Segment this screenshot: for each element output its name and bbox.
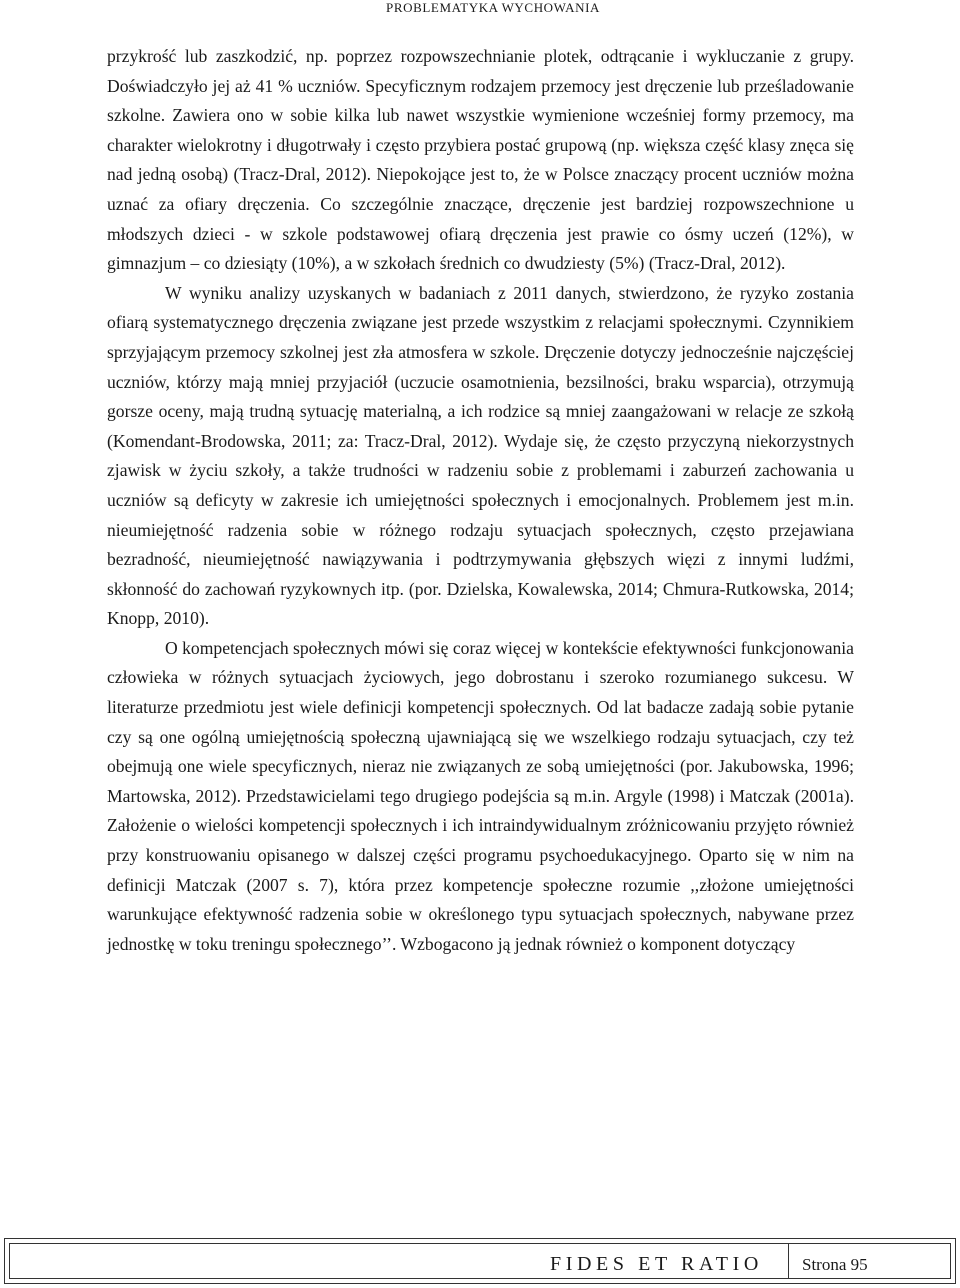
running-title: PROBLEMATYKA WYCHOWANIA [386,0,600,15]
paragraph-3: O kompetencjach społecznych mówi się coraz więcej w kontekście efektywności funkcjonowania człowieka w różnych sytuacjach życiowych, jego dobrostanu i szeroko rozumianego sukcesu. W literaturze przedmiotu jest wiele definicji kompetencji społecznych. Od lat badacze zadają sobie pytanie czy są one ogólną umiejętnością społeczną ujawniającą się we wszelkiego rodzaju sytuacjach, czy też obejmują one wiele specyficznych, nieraz nie związanych ze sobą umiejętności (por. Jakubowska, 1996; Martowska, 2012). Przedstawicielami tego drugiego podejścia są m.in. Argyle (1998) i Matczak (2001a). Założenie o wielości kompetencji społecznych i ich intraindywidualnym zróżnicowaniu przyjęto również przy konstruowaniu opisanego w dalszej części programu psychoedukacyjnego. Oparto się w nim na definicji Matczak (2007 s. 7), która przez kompetencje społeczne rozumie ,,złożone umiejętności warunkujące efektywność radzenia sobie w określonego typu sytuacjach społecznych, nabywane przez jednostkę w toku treningu społecznego’’. Wzbogacono ją jednak również o komponent dotyczący [107,637,854,954]
article-body [107,42,854,959]
footer-frame [9,1243,951,1279]
paragraph-1: przykrość lub zaszkodzić, np. poprzez rozpowszechnianie plotek, odtrącanie i wykluczanie z grupy. Doświadczyło jej aż 41 % uczniów. Specyficznym rodzajem przemocy jest dręczenie lub prześladowanie szkolne. Zawiera ono w sobie kilka lub nawet wszystkie wymienione wcześniej formy przemocy, ma charakter wielokrotny i długotrwały i często przybiera postać grupową (np. większa część klasy znęca się nad jedną osobą) (Tracz-Dral, 2012). Niepokojące jest to, że w Polsce znaczący procent uczniów można uznać za ofiary dręczenia. Co szczególnie znaczące, dręczenie jest bardziej rozpowszechnione u młodszych dzieci - w szkole podstawowej ofiarą dręczenia jest prawie co ósmy uczeń (12%), w gimnazjum – co dziesiąty (10%), a w szkołach średnich co dwudziesty (5%) (Tracz-Dral, 2012). [107,46,854,274]
footer-divider [788,1244,789,1278]
page-header [0,0,960,20]
page-number: Strona 95 [802,1255,868,1274]
page-footer [4,1238,956,1284]
journal-title: FIDES ET RATIO [550,1253,763,1275]
paragraph-2: W wyniku analizy uzyskanych w badaniach z 2011 danych, stwierdzono, że ryzyko zostania ofiarą systematycznego dręczenia związane jest przede wszystkim z relacjami społecznymi. Czynnikiem sprzyjającym przemocy szkolnej jest zła atmosfera w szkole. Dręczenie dotyczy jednocześnie najczęściej uczniów, którzy mają mniej przyjaciół (uczucie osamotnienia, bezsilności, braku wsparcia), otrzymują gorsze oceny, mają trudną sytuację materialną, a ich rodzice są mniej zaangażowani w relacje ze szkołą (Komendant-Brodowska, 2011; za: Tracz-Dral, 2012). Wydaje się, że często przyczyną niekorzystnych zjawisk w życiu szkoły, a także trudności w radzeniu sobie z problemami i zaburzeń zachowania u uczniów są deficyty w zakresie ich umiejętności społecznych i emocjonalnych. Problemem jest m.in. nieumiejętność radzenia sobie w różnego rodzaju sytuacjach społecznych, często przejawiana bezradność, nieumiejętność nawiązywania i podtrzymywania głębszych więzi z innymi ludźmi, skłonność do zachowań ryzykownych itp. (por. Dzielska, Kowalewska, 2014; Chmura-Rutkowska, 2014; Knopp, 2010). [107,282,854,629]
